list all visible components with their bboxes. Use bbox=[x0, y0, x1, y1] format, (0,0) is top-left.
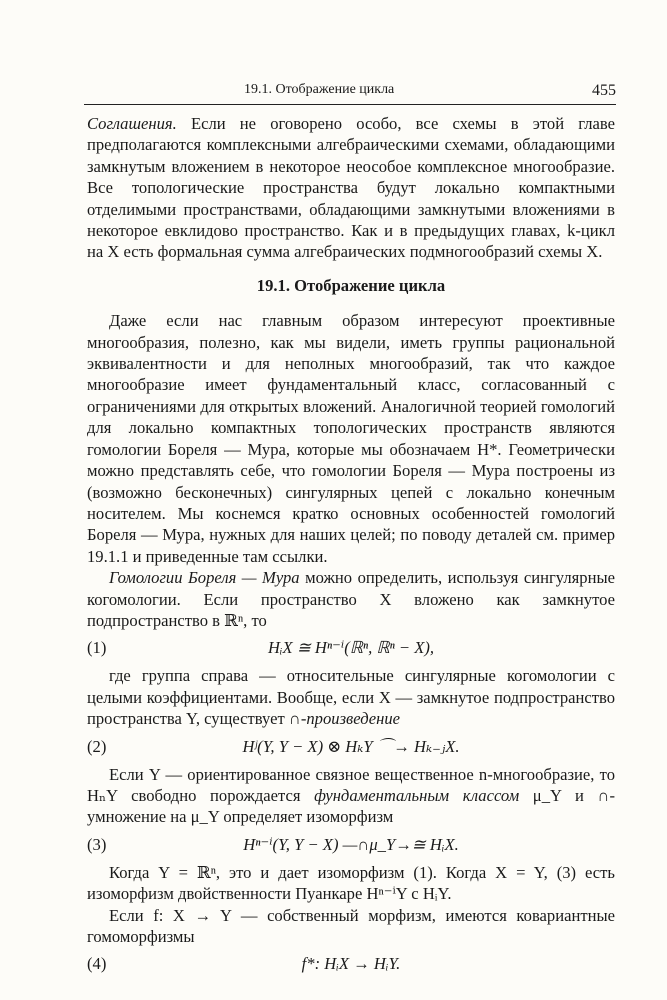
formula-label: (3) bbox=[87, 834, 107, 854]
formula-expression: Hʲ(Y, Y − X) ⊗ HₖY ⌒→ Hₖ₋ⱼX. bbox=[242, 736, 460, 756]
formula-expression: f*: HᵢX → HᵢY. bbox=[301, 954, 401, 974]
section-heading: 19.1. Отображение цикла bbox=[256, 275, 446, 295]
borel-moore-lead: Гомологии Бореля — Мура bbox=[109, 568, 300, 588]
cap-product-term: ∩-произведение bbox=[284, 709, 401, 729]
page-number: 455 bbox=[592, 82, 616, 99]
borel-moore-text: можно определить, используя сингулярные когомологии. Если пространство X вложено как замкнутое подпространство в ℝⁿ, то bbox=[87, 568, 615, 630]
fundamental-text-b: μ_Y и ∩-умножение на μ_Y определяет изоморфизм bbox=[87, 785, 615, 827]
paragraph-poincare: Когда Y = ℝⁿ, это и дает изоморфизм (1). Когда X = Y, (3) есть изоморфизм двойственности Пуанкаре Hⁿ⁻ⁱY с HᵢY. bbox=[87, 862, 615, 904]
conventions-text: Если не оговорено особо, все схемы в этой главе предполагаются комплексными алгебраическими схемами, обладающими замкнутым вложением в некоторое неособое комплексное многообразие. Все топологические пространства будут локально компактными отделимыми пространствами, обладающими замкнутыми вложениями в некоторое евклидово пространство. Как и в предыдущих главах, k-цикл на X есть формальная сумма алгебраических подмногообразий схемы X. bbox=[87, 114, 615, 262]
fundamental-text-a: Если Y — ориентированное связное вещественное n-многообразие, то HₙY свободно порождается bbox=[87, 764, 615, 805]
formula-expression: Hⁿ⁻ⁱ(Y, Y − X) —∩μ_Y→≅ HᵢX. bbox=[243, 834, 459, 854]
paragraph-cap-product bbox=[87, 665, 615, 729]
fundamental-class-term: фундаментальным классом bbox=[314, 785, 520, 805]
page-body bbox=[87, 113, 615, 981]
running-title: 19.1. Отображение цикла bbox=[244, 82, 395, 97]
formula-expression: HᵢX ≅ Hⁿ⁻ⁱ(ℝⁿ, ℝⁿ − X), bbox=[267, 638, 435, 658]
formula-1 bbox=[87, 631, 615, 665]
paragraph-intro: Даже если нас главным образом интересуют проективные многообразия, полезно, как мы видели, иметь группы рациональной эквивалентности и для неполных многообразий, так что каждое многообразие имеет фундаментальный класс, согласованный с ограничениями для открытых вложений. Аналогичной теорией гомологий для локально компактных топологических пространств являются гомологии Бореля — Мура, которые мы обозначаем H*. Геометрически можно представлять себе, что гомологии Бореля — Мура построены из (возможно бесконечных) сингулярных цепей с локально конечным носителем. Мы коснемся кратко основных особенностей гомологий Бореля — Мура, нужных для наших целей; по поводу деталей см. пример 19.1.1 и приведенные там ссылки. bbox=[87, 311, 615, 566]
formula-4 bbox=[87, 947, 615, 981]
formula-3 bbox=[87, 828, 615, 862]
paragraph-borel-moore bbox=[87, 567, 615, 631]
conventions-paragraph bbox=[87, 113, 615, 263]
paragraph-proper-morphism: Если f: X → Y — собственный морфизм, имеются ковариантные гомоморфизмы bbox=[87, 905, 615, 946]
formula-2 bbox=[87, 730, 615, 764]
conventions-lead: Соглашения. bbox=[87, 114, 177, 133]
cap-product-text: где группа справа — относительные сингулярные когомологии с целыми коэффициентами. Вообще, если X — замкнутое подпространство пространства Y, существует bbox=[87, 666, 615, 729]
formula-label: (2) bbox=[87, 736, 107, 756]
formula-label: (4) bbox=[87, 954, 107, 974]
formula-label: (1) bbox=[87, 638, 107, 658]
paragraph-fundamental-class bbox=[87, 764, 615, 828]
page-header bbox=[84, 80, 616, 105]
